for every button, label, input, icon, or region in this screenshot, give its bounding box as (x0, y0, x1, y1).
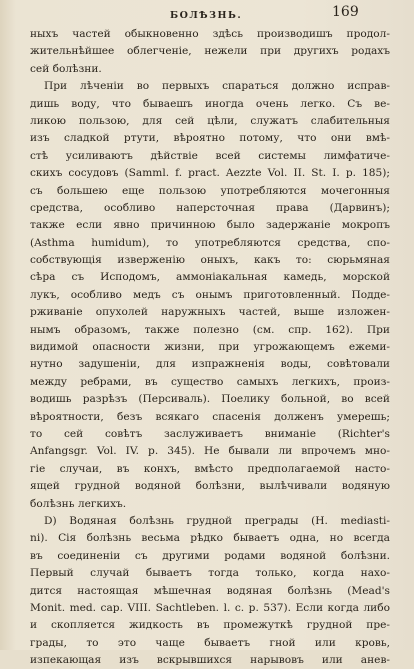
text-line: нымъ образомъ, также полезно (см. спр. 162). При (30, 323, 390, 336)
text-line: нутно задушеніи, для изпражненія воды, совѣтовали (30, 358, 390, 371)
text-line: ликою пользою, для сей цѣли, служатъ слабительныя (30, 114, 390, 127)
text-line: лукъ, особливо медъ съ онымъ приготовленный. Подде- (30, 288, 390, 301)
text-line: болѣзнь легкихъ. (30, 497, 127, 510)
text-line: изпекающая изъ вскрывшихся нарывовъ или анев- (30, 654, 390, 667)
text-line: водишь разрѣзъ (Персиваль). Поелику больной, во всей (30, 393, 390, 406)
page-number: 169 (332, 4, 359, 20)
text-line: грады, то это чаще бываетъ гной или кровь, (30, 636, 390, 649)
body-text (30, 26, 390, 669)
text-line: рживаніе опухолей наружныхъ частей, выше изложен- (30, 306, 390, 319)
text-line: стѣ усиливаютъ дѣйствіе всей системы лимфатиче- (30, 149, 390, 162)
text-line: изъ сладкой ртути, вѣроятно потому, что они вмѣ- (30, 132, 390, 145)
text-line: сей болѣзни. (30, 62, 102, 75)
text-line: гіе случаи, въ конхъ, вмѣсто предполагаемой насто- (30, 462, 390, 475)
text-line: Monit. med. cap. VIII. Sachtleben. l. c. p. 537). Если когда либо (30, 601, 390, 614)
text-line: сѣра съ Исподомъ, аммоніакальная камедь, морской (30, 271, 390, 284)
text-line: вѣроятности, безъ всякаго спасенія долженъ умерешь; (30, 410, 390, 423)
text-line: D) Водяная болѣзнь грудной преграды (H. mediasti- (44, 514, 390, 527)
text-line: видимой опасности жизни, при угрожающемъ ежеми- (30, 341, 390, 354)
text-line: между ребрами, въ существо самыхъ легкихъ, произ- (30, 375, 390, 388)
page-header (0, 4, 414, 26)
text-line: ni). Сія болѣзнь весьма рѣдко бываетъ одна, но всегда (30, 532, 390, 545)
text-line: дишь воду, что бываешъ иногда очень легко. Съ ве- (30, 97, 390, 110)
text-line: то сей совѣтъ заслуживаетъ вниманіе (Richter's (30, 427, 390, 440)
text-line: Первый случай бываетъ тогда только, когда нахо- (30, 567, 390, 580)
text-line: средства, особливо наперсточная права (Дарвинъ); (30, 201, 390, 214)
text-line: съ большею еще пользою употребляются мочегонныя (30, 184, 390, 197)
running-head: БОЛѢЗНЬ. (170, 10, 243, 21)
text-line: При лѣченіи во первыхъ спараться должно исправ- (44, 80, 390, 93)
text-line: ныхъ частей обыкновенно здѣсь производишъ продол- (30, 28, 390, 40)
text-line: ящей грудной водяной болѣзни, вылѣчивали водяную (30, 480, 390, 493)
text-line: (Asthma humidum), то употребляются средства, спо- (30, 236, 390, 249)
text-line: и скопляется жидкость въ промежуткѣ грудной пре- (30, 619, 390, 632)
text-line: Anfangsgr. Vol. IV. p. 345). Не бывали ли впрочемъ мно- (30, 445, 390, 458)
text-line: скихъ сосудовъ (Samml. f. pract. Aezzte Vol. II. St. I. p. 185); (30, 167, 390, 180)
text-line: дится настоящая мѣшечная водяная болѣзнь (Mead's (30, 584, 390, 597)
text-line: въ соединеніи съ другими родами водяной болѣзни. (30, 549, 390, 562)
text-line: жительнѣйшее облегченіе, нежели при другихъ родахъ (30, 45, 390, 58)
text-line: также если явно причинною было задержаніе мокропъ (30, 219, 390, 232)
text-line: собствующія изверженію оныхъ, какъ то: сюрьмяная (30, 254, 390, 267)
